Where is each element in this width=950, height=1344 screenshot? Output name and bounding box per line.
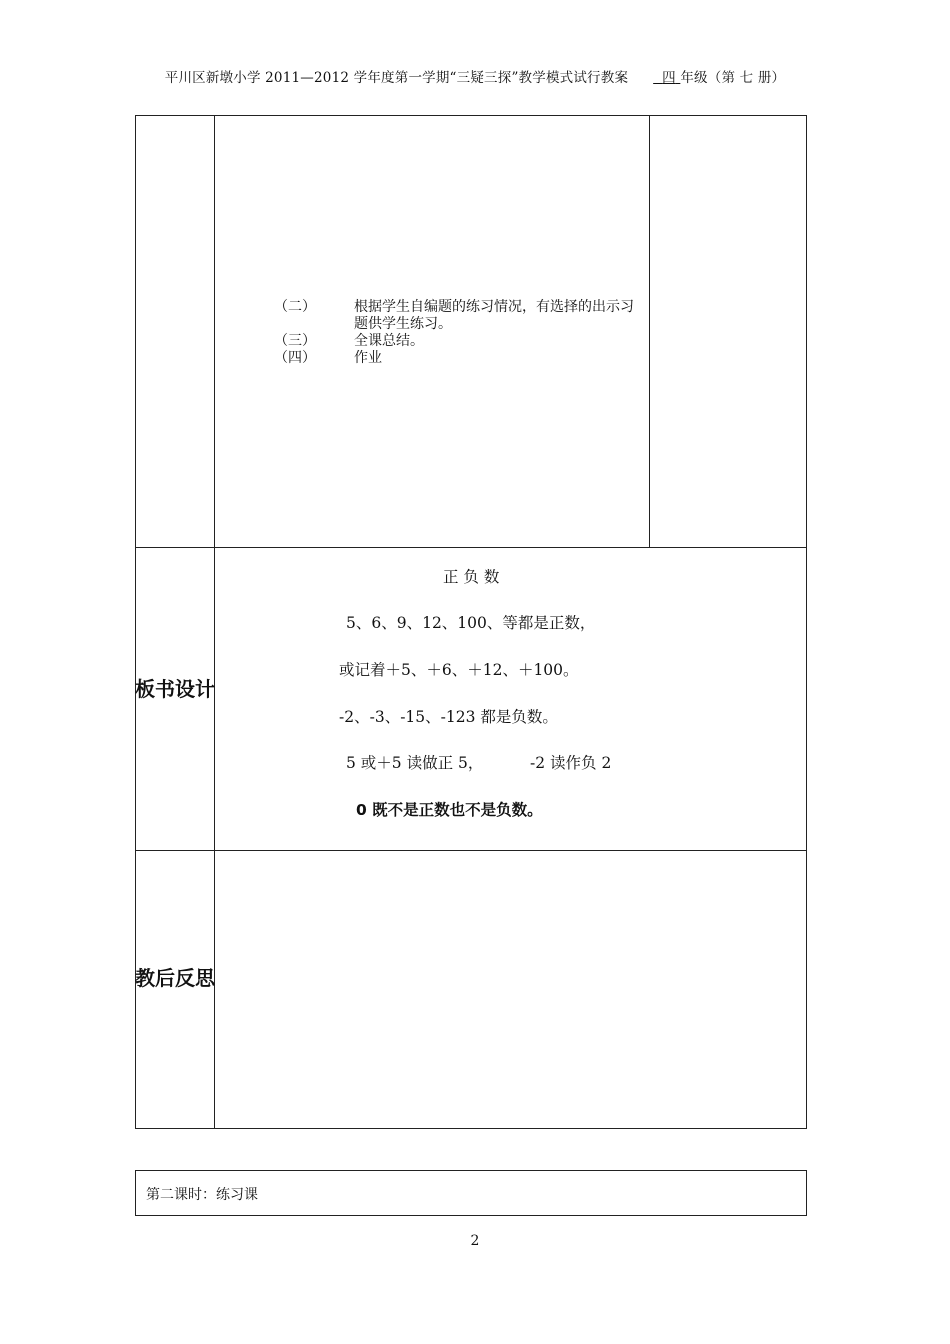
header-title: 平川区新墩小学 2011—2012 学年度第一学期“三疑三探”教学模式试行教案 <box>164 70 629 86</box>
procedure-item-text: 全课总结。 <box>354 333 424 349</box>
table-divider <box>135 547 807 548</box>
procedure-item-number: （二） <box>274 299 316 315</box>
board-title: 正 负 数 <box>443 568 500 586</box>
board-line-positive: 5、6、9、12、100、等都是正数， <box>346 614 596 632</box>
header-grade-suffix: 年级（第 七 册） <box>680 70 786 86</box>
second-lesson-box <box>135 1170 807 1216</box>
second-lesson-title: 第二课时：练习课 <box>146 1187 258 1203</box>
procedure-item-number: （四） <box>274 350 316 366</box>
procedure-item-number: （三） <box>274 333 316 349</box>
page-header <box>0 66 950 86</box>
board-line-read-positive: 5 或＋5 读做正 5， <box>346 754 484 772</box>
procedure-item-text: 作业 <box>354 350 382 366</box>
header-grade: 四 <box>662 70 676 86</box>
page-number: 2 <box>470 1233 480 1249</box>
board-line-zero: 0 既不是正数也不是负数。 <box>356 801 543 819</box>
board-line-negative: -2、-3、-15、-123 都是负数。 <box>339 708 558 726</box>
table-divider <box>135 850 807 851</box>
table-divider <box>649 115 650 548</box>
procedure-item-text: 根据学生自编题的练习情况，有选择的出示习题供学生练习。 <box>354 299 634 332</box>
board-line-read-negative: -2 读作负 2 <box>530 754 612 772</box>
board-design-label: 板书设计 <box>135 677 215 701</box>
board-line-positive-notation: 或记着＋5、＋6、＋12、＋100。 <box>339 661 579 679</box>
reflection-label: 教后反思 <box>135 966 215 990</box>
